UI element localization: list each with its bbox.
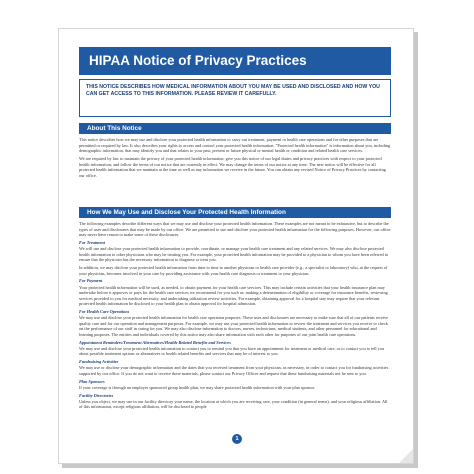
document-page (58, 28, 414, 464)
uses-section-body (79, 221, 391, 412)
page-number-badge: 1 (232, 434, 242, 444)
payment-paragraph: Your protected health information will be used, as needed, to obtain payment for your health care services. This may include certain activities that your health insurance plan may undertake before it approves or pays for the health care services we recommend for you such as: making a determination of eligibility or coverage for insurance benefits, reviewing services provided to you for medical necessity, and undertaking utilization review activities. For example, obtaining approval for a hospital stay may require that your relevant protected health information be disclosed to your health plan to obtain approval for hospital admission. (79, 284, 388, 307)
page-curl-corner (399, 449, 413, 463)
uses-intro-paragraph: The following examples describe different ways that we may use and disclose your protected health information. These examples are not meant to be exhaustive, but to describe the types of uses and disclosures that may be made by our office. We are permitted to use and disclose your protected health information for the following purposes. However, our office may never have reason to make some of these disclosures. (79, 221, 391, 238)
payment-subheading: For Payment (79, 278, 103, 284)
about-section-body (79, 137, 391, 181)
fundraising-subheading: Fundraising Activities (79, 359, 119, 365)
document-title: HIPAA Notice of Privacy Practices (79, 47, 391, 75)
facility-directories-subheading: Facility Directories (79, 392, 114, 398)
about-paragraph-2: We are required by law to maintain the privacy of your protected health information; give you this notice of our legal duties and privacy practices with respect to your protected health information; and follow the terms of our notice that are currently in effect. We may change the terms of our notice at any time. The new notice will be effective for all protected health information that we maintain at the time as well as any information we receive in the future. You can obtain any revised Notice of Privacy Practices by contacting our office. (79, 155, 386, 178)
about-paragraph-1: This notice describes how we may use and disclose your protected health information to carry out treatment, payment or health care operations and for other purposes that are permitted or required by law. It also describes your rights to access and control your protected health information. "Protected health information" is information about you, including demographic information, that may identify you and that relates to your past, present or future physical or mental health or condition and related health care services. (79, 137, 391, 154)
treatment-subheading: For Treatment (79, 239, 105, 245)
section-heading-about: About This Notice (79, 123, 391, 134)
plan-sponsors-paragraph: If your coverage is through an employer sponsored group health plan, we may share protected health information with your plan sponsor. (79, 384, 316, 390)
reminders-paragraph: We may use and disclose your protected health information to contact you to remind you that you have an appointment for treatment or medical care, or to contact you to tell you about possible treatment options or alternatives or health related benefits and services that may be of interest to you. (79, 345, 385, 357)
fundraising-paragraph: We may use or disclose your demographic information and the dates that you received treatment from your physician, as necessary, in order to contact you for fundraising activities supported by our office. If you do not want to receive these materials, please contact our Privacy Officer and request that these fundraising materials not be sent to you. (79, 365, 389, 376)
operations-subheading: For Health Care Operations (79, 309, 130, 315)
treatment-paragraph-2: In addition, we may disclose your protected health information from time to time to another physician or health care provider (e.g., a specialist or laboratory) who, at the request of your physician, becomes involved in your care by providing assistance with your health care diagnosis or treatment to your physician. (79, 265, 388, 276)
notice-warning-box: THIS NOTICE DESCRIBES HOW MEDICAL INFORMATION ABOUT YOU MAY BE USED AND DISCLOSED AND HOW YOU CAN GET ACCESS TO THIS INFORMATION. PLEASE REVIEW IT CAREFULLY. (79, 79, 391, 117)
section-heading-uses: How We May Use and Disclose Your Protected Health Information (79, 207, 391, 218)
treatment-paragraph-1: We will use and disclose your protected health information to provide, coordinate, or manage your health care treatment and any related services. We may also disclose protected health information to other physicians who may be treating you. For example, your protected health information may be provided to a physician to whom you have been referred to ensure that the physician has the necessary information to diagnose or treat you. (79, 246, 389, 263)
plan-sponsors-subheading: Plan Sponsors (79, 378, 105, 384)
facility-directories-paragraph: Unless you object, we may use in our facility directory your name, the location at which you are receiving care, your condition (in general terms), and your religious affiliation. All of this information, except religious affiliation, will be disclosed to people (79, 398, 388, 410)
reminders-subheading: Appointment Reminders/Treatment Alternatives/Health-Related Benefits and Services (79, 339, 231, 345)
operations-paragraph: We may use and disclose your protected health information for health care operation purposes. These uses and disclosures are necessary to make sure that all of our patients receive quality care and for our operation and management purposes. For example, we may use your protected health information to review the treatment and services you receive to check on the performance of our staff in caring for you. We may also disclose information to doctors, nurses, technicians, medical students, and other personnel for educational and learning purposes. The entities and individuals covered by this notice may also share information with each other for purposes of our joint health care operations. (79, 315, 389, 337)
